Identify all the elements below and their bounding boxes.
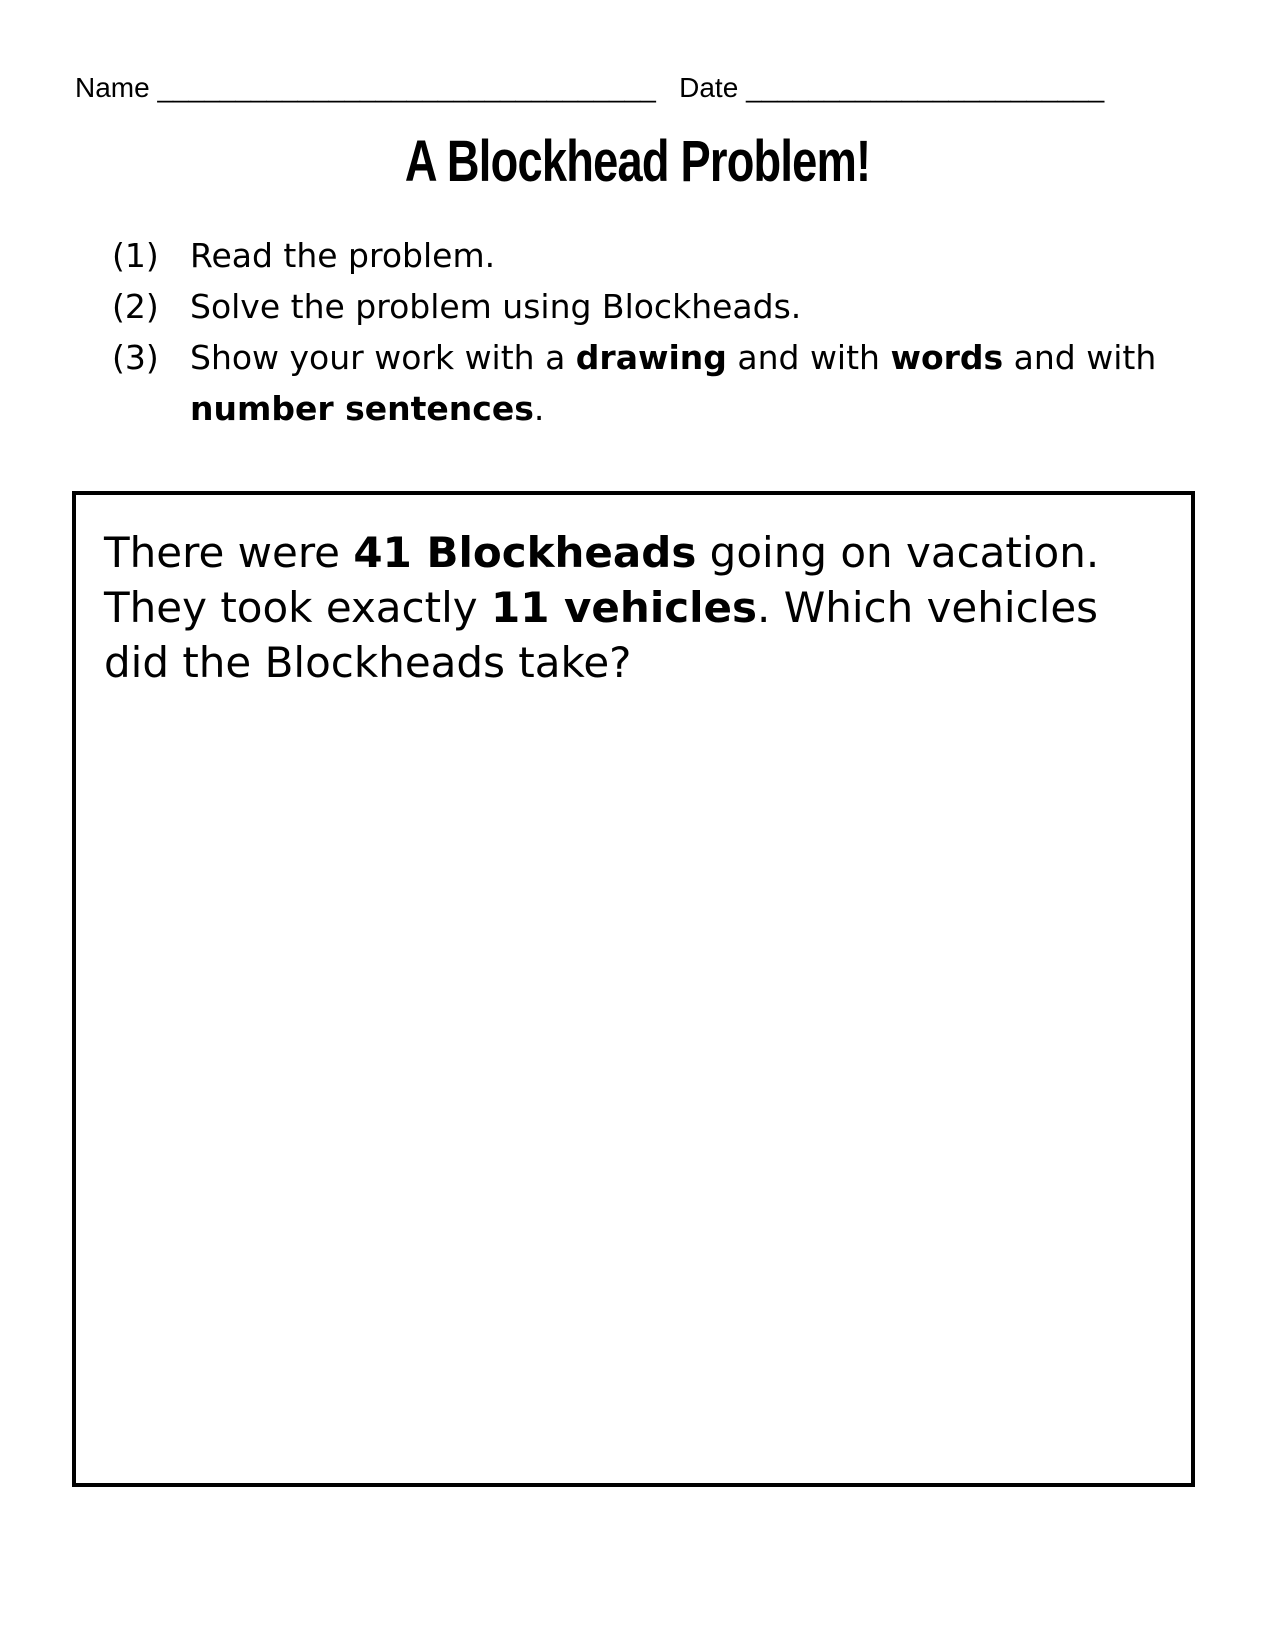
problem-text-bold: 41 Blockheads: [353, 528, 697, 577]
instruction-step: [112, 281, 1172, 332]
step-text-part: and with: [1003, 338, 1157, 377]
step-text: [190, 230, 1172, 281]
step-number: (2): [112, 287, 159, 326]
step-text-bold: number sentences: [190, 389, 534, 428]
instruction-list: [112, 230, 1172, 434]
name-label: Name: [75, 72, 150, 103]
date-blank-line[interactable]: _______________________: [746, 72, 1105, 103]
problem-work-box[interactable]: [72, 491, 1195, 1487]
step-text-part: .: [533, 389, 545, 428]
step-number: (1): [112, 236, 159, 275]
step-text: [190, 332, 1172, 434]
step-text-part: Solve the problem using Blockheads.: [190, 287, 802, 326]
problem-text-bold: 11 vehicles: [490, 583, 757, 632]
instruction-step: [112, 230, 1172, 281]
step-text-part: and with: [726, 338, 891, 377]
problem-text-part: going on vacation. They took exactly: [104, 528, 1100, 632]
step-text-part: Show your work with a: [190, 338, 576, 377]
problem-statement: [104, 525, 1164, 690]
page-title: A Blockhead Problem!: [404, 129, 871, 194]
step-text-bold: words: [890, 338, 1004, 377]
step-text-bold: drawing: [575, 338, 727, 377]
problem-text-part: . Which vehicles did the Blockheads take?: [104, 583, 1099, 687]
step-text-part: Read the problem.: [190, 236, 496, 275]
problem-text-part: There were: [104, 528, 354, 577]
step-text: [190, 281, 1172, 332]
step-number: (3): [112, 338, 159, 377]
name-blank-line[interactable]: ________________________________: [157, 72, 656, 103]
date-label: Date: [679, 72, 739, 103]
header-line: [75, 72, 1104, 104]
instruction-step: [112, 332, 1172, 434]
